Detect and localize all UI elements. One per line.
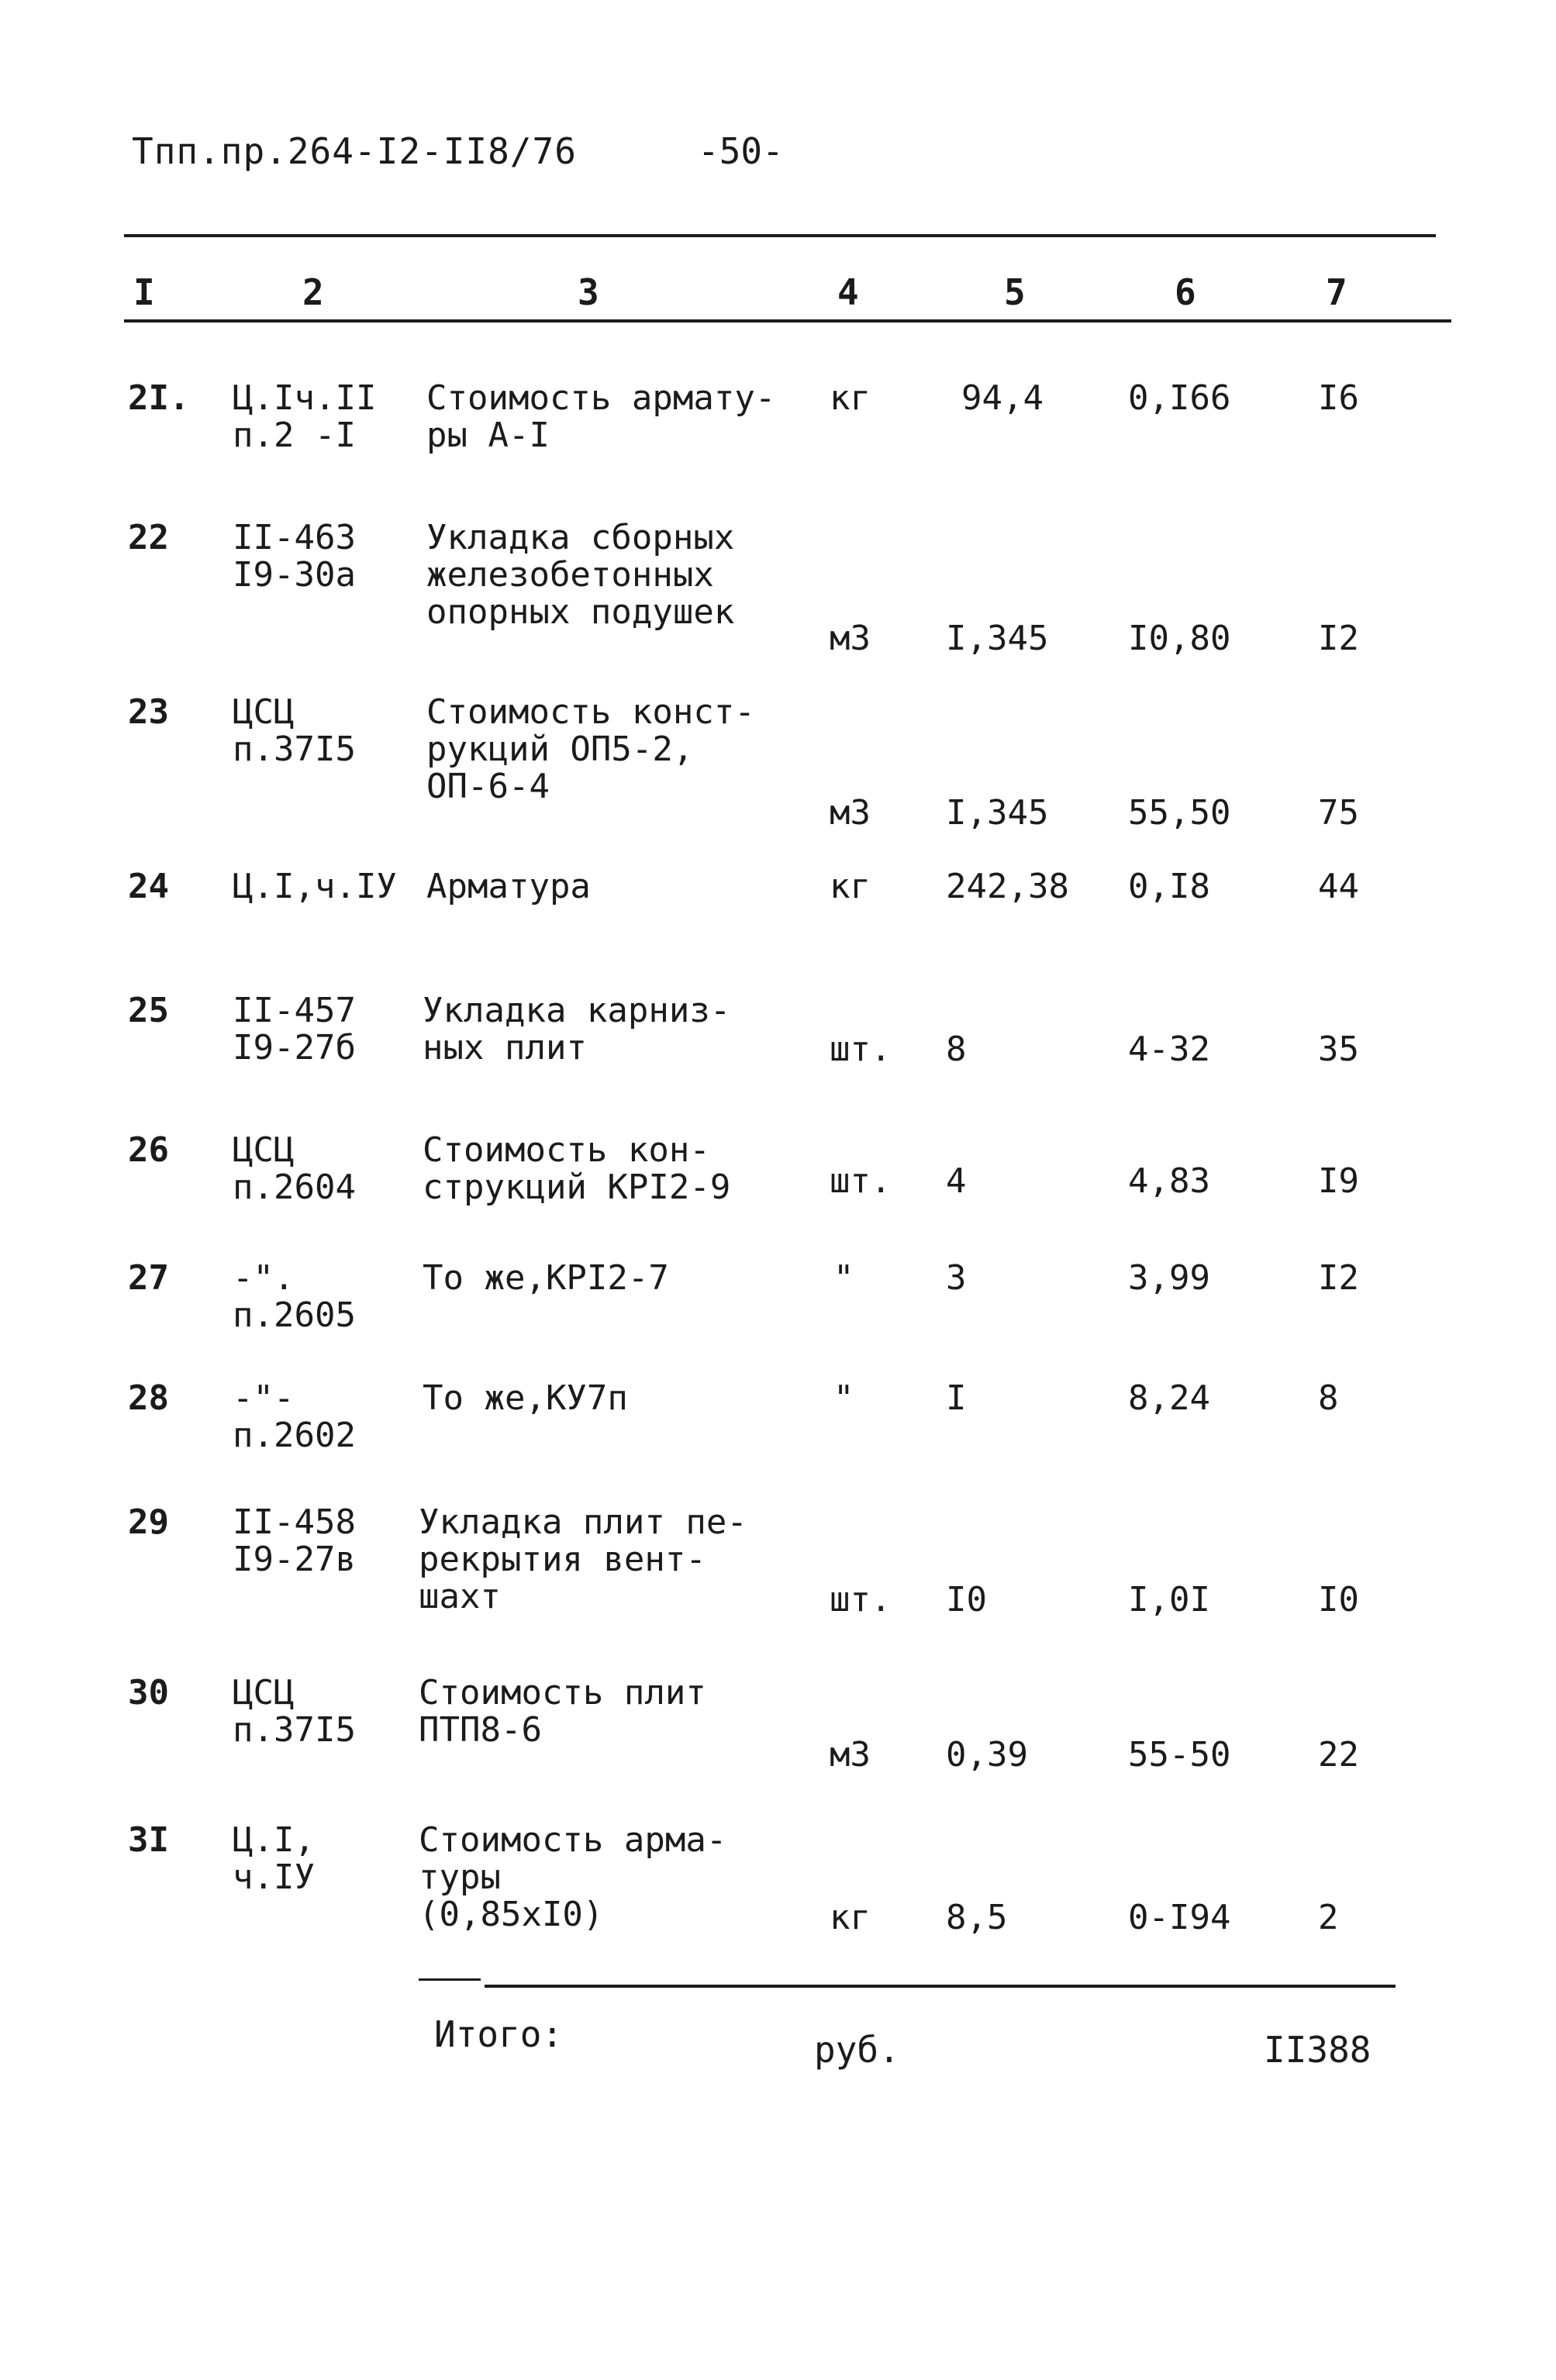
row-name: Укладка карниз- ных плит bbox=[423, 991, 731, 1068]
row-quantity: 94,4 bbox=[961, 378, 1044, 418]
row-quantity: I,345 bbox=[946, 619, 1049, 658]
row-unit: кг bbox=[830, 1898, 871, 1937]
row-quantity: I,345 bbox=[946, 793, 1049, 833]
row-unit: м3 bbox=[830, 793, 871, 833]
column-number: 7 bbox=[1326, 271, 1347, 313]
summary-rule bbox=[485, 1985, 1396, 1988]
row-code: II-458 I9-27в bbox=[233, 1502, 356, 1579]
row-unit: " bbox=[833, 1378, 854, 1418]
row-number: 29 bbox=[128, 1502, 169, 1542]
row-quantity: 3 bbox=[946, 1258, 967, 1298]
row-number: 23 bbox=[128, 692, 169, 732]
row-name: Стоимость арма- туры (0,85хI0) bbox=[419, 1820, 727, 1934]
row-name: Стоимость конст- рукций ОП5-2, ОП-6-4 bbox=[426, 692, 755, 806]
row-unit: м3 bbox=[830, 1735, 871, 1775]
row-unit-price: 8,24 bbox=[1128, 1378, 1210, 1418]
row-code: Ц.I, ч.IУ bbox=[233, 1820, 315, 1897]
row-quantity: 8,5 bbox=[946, 1898, 1008, 1937]
row-total: 75 bbox=[1318, 793, 1359, 833]
row-number: 22 bbox=[128, 518, 169, 557]
row-name: Укладка плит пе- рекрытия вент- шахт bbox=[419, 1502, 747, 1616]
row-code: II-457 I9-27б bbox=[233, 991, 356, 1068]
column-number: 5 bbox=[1004, 271, 1026, 313]
row-quantity: 242,38 bbox=[946, 867, 1069, 906]
row-total: I6 bbox=[1318, 378, 1359, 418]
row-total: 2 bbox=[1318, 1898, 1339, 1937]
row-number: 28 bbox=[128, 1378, 169, 1418]
row-unit-price: 0,I8 bbox=[1128, 867, 1210, 906]
row-total: I0 bbox=[1318, 1580, 1359, 1619]
row-total: 22 bbox=[1318, 1735, 1359, 1775]
row-code: Ц.I,ч.IУ bbox=[233, 867, 397, 906]
row-number: 27 bbox=[128, 1258, 169, 1298]
summary-unit: руб. bbox=[814, 2029, 900, 2071]
row-unit-price: I,0I bbox=[1128, 1580, 1210, 1619]
column-header-rule bbox=[124, 319, 1451, 323]
row-number: 25 bbox=[128, 991, 169, 1030]
document-reference: Тпп.пр.264-I2-II8/76 bbox=[132, 130, 577, 172]
row-unit: м3 bbox=[830, 619, 871, 658]
row-total: I9 bbox=[1318, 1161, 1359, 1201]
row-number: 3I bbox=[128, 1820, 169, 1860]
row-quantity: 0,39 bbox=[946, 1735, 1028, 1775]
row-unit: шт. bbox=[830, 1161, 892, 1201]
row-unit-price: 4-32 bbox=[1128, 1030, 1210, 1069]
row-name: Арматура bbox=[426, 867, 591, 906]
row-unit-price: 55-50 bbox=[1128, 1735, 1231, 1775]
row-name: Стоимость кон- струкций КРI2-9 bbox=[423, 1130, 731, 1207]
row-unit: шт. bbox=[830, 1030, 892, 1069]
row-name: Стоимость плит ПТП8-6 bbox=[419, 1673, 706, 1750]
row-quantity: 8 bbox=[946, 1030, 967, 1069]
row-unit-price: 4,83 bbox=[1128, 1161, 1210, 1201]
row-unit-price: 3,99 bbox=[1128, 1258, 1210, 1298]
column-number: I bbox=[133, 271, 155, 313]
row-code: -"- п.2602 bbox=[233, 1378, 356, 1455]
column-number: 4 bbox=[837, 271, 859, 313]
row-quantity: 4 bbox=[946, 1161, 967, 1201]
row-total: I2 bbox=[1318, 619, 1359, 658]
row-name: То же,КУ7п bbox=[423, 1378, 628, 1418]
row-unit-price: I0,80 bbox=[1128, 619, 1231, 658]
row-code: II-463 I9-30а bbox=[233, 518, 356, 595]
row-number: 2I. bbox=[128, 378, 190, 418]
row-unit: кг bbox=[830, 867, 871, 906]
row-number: 26 bbox=[128, 1130, 169, 1170]
table-top-rule bbox=[124, 234, 1436, 237]
row-unit-price: 0,I66 bbox=[1128, 378, 1231, 418]
row-code: ЦСЦ п.37I5 bbox=[233, 692, 356, 769]
row-unit: шт. bbox=[830, 1580, 892, 1619]
row-name: Стоимость армату- ры А-I bbox=[426, 378, 776, 455]
row-code: ЦСЦ п.37I5 bbox=[233, 1673, 356, 1750]
row-total: 44 bbox=[1318, 867, 1359, 906]
row-number: 24 bbox=[128, 867, 169, 906]
row-total: 35 bbox=[1318, 1030, 1359, 1069]
row-total: 8 bbox=[1318, 1378, 1339, 1418]
column-number: 3 bbox=[578, 271, 599, 313]
row-unit: кг bbox=[830, 378, 871, 418]
row-name: Укладка сборных железобетонных опорных подушек bbox=[426, 518, 735, 632]
summary-rule-short bbox=[419, 1978, 481, 1981]
row-total: I2 bbox=[1318, 1258, 1359, 1298]
row-number: 30 bbox=[128, 1673, 169, 1713]
summary-label: Итого: bbox=[434, 2013, 564, 2055]
row-code: ЦСЦ п.2604 bbox=[233, 1130, 356, 1207]
row-unit: " bbox=[833, 1258, 854, 1298]
page-number: -50- bbox=[698, 130, 784, 172]
row-code: Ц.Iч.II п.2 -I bbox=[233, 378, 377, 455]
row-unit-price: 55,50 bbox=[1128, 793, 1231, 833]
row-quantity: I0 bbox=[946, 1580, 987, 1619]
summary-total: II388 bbox=[1264, 2029, 1371, 2071]
row-unit-price: 0-I94 bbox=[1128, 1898, 1231, 1937]
row-quantity: I bbox=[946, 1378, 967, 1418]
column-number: 2 bbox=[302, 271, 324, 313]
column-number: 6 bbox=[1175, 271, 1196, 313]
row-name: То же,КРI2-7 bbox=[423, 1258, 669, 1298]
row-code: -". п.2605 bbox=[233, 1258, 356, 1335]
